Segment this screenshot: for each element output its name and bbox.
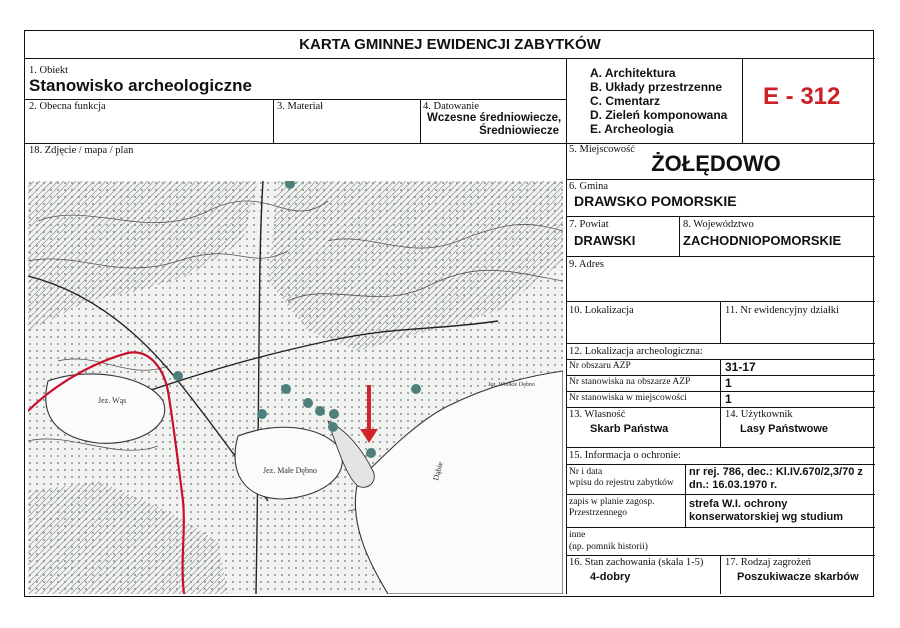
stan-label: 16. Stan zachowania (skala 1-5) xyxy=(569,557,704,568)
site-marker xyxy=(315,406,325,416)
divider xyxy=(566,447,875,448)
azp-site-value: 1 xyxy=(725,376,732,390)
divider xyxy=(720,407,721,447)
rejestr-label-2: wpisu do rejestru zabytków xyxy=(569,478,674,488)
category-e: E. Archeologia xyxy=(590,122,674,136)
divider xyxy=(742,59,743,143)
divider xyxy=(566,343,875,344)
funkcja-label: 2. Obecna funkcja xyxy=(29,101,106,112)
inne-label-2: (np. pomnik historii) xyxy=(569,542,648,552)
site-marker xyxy=(329,409,339,419)
lake-left-label: Jez. Wąs xyxy=(98,396,127,405)
category-b: B. Układy przestrzenne xyxy=(590,80,723,94)
dabie-label: Dąbie xyxy=(431,460,445,482)
lake-small-label: Jez. Małe Dębno xyxy=(263,466,317,475)
divider xyxy=(566,527,875,528)
lake-large-label: Jez. Wielkie Dębno xyxy=(488,382,535,388)
azp-site-label: Nr stanowiska na obszarze AZP xyxy=(569,377,691,387)
site-marker xyxy=(411,384,421,394)
lok-arch-label: 12. Lokalizacja archeologiczna: xyxy=(569,346,703,357)
divider xyxy=(720,359,721,407)
category-c: C. Cmentarz xyxy=(590,94,661,108)
divider xyxy=(720,301,721,343)
category-d: D. Zieleń komponowana xyxy=(590,108,728,122)
obiekt-label: 1. Obiekt xyxy=(29,65,69,76)
site-marker xyxy=(281,384,291,394)
site-marker xyxy=(366,448,376,458)
wojewodztwo-value: ZACHODNIOPOMORSKIE xyxy=(683,233,842,248)
plan-value-2: konserwatorskiej wg studium xyxy=(689,511,844,523)
site-map xyxy=(28,181,563,594)
town-site-label: Nr stanowiska w miejscowości xyxy=(569,393,687,403)
site-marker xyxy=(257,409,267,419)
powiat-value: DRAWSKI xyxy=(574,233,636,248)
zdjecie-label: 18. Zdjęcie / mapa / plan xyxy=(29,145,134,156)
site-marker xyxy=(173,371,183,381)
record-card xyxy=(24,30,874,597)
azp-area-value: 31-17 xyxy=(725,360,756,374)
divider xyxy=(566,216,875,217)
divider xyxy=(685,464,686,527)
card-title: KARTA GMINNEJ EWIDENCJI ZABYTKÓW xyxy=(25,31,875,59)
town-site-value: 1 xyxy=(725,392,732,406)
gmina-label: 6. Gmina xyxy=(569,181,609,192)
plan-label-1: zapis w planie zagosp. xyxy=(569,497,655,507)
obiekt-value: Stanowisko archeologiczne xyxy=(29,76,252,95)
material-label: 3. Materiał xyxy=(277,101,324,112)
rejestr-value-1: nr rej. 786, dec.: Kl.IV.670/2,3/70 z xyxy=(689,466,863,478)
divider xyxy=(273,99,274,143)
stan-value: 4-dobry xyxy=(590,571,631,583)
gmina-value: DRAWSKO POMORSKIE xyxy=(574,193,737,209)
datowanie-value-2: Średniowiecze xyxy=(479,125,559,137)
powiat-label: 7. Powiat xyxy=(569,219,609,230)
zagrozenie-label: 17. Rodzaj zagrożeń xyxy=(725,557,812,568)
plan-label-2: Przestrzennego xyxy=(569,508,628,518)
divider xyxy=(679,216,680,256)
azp-area-label: Nr obszaru AZP xyxy=(569,361,631,371)
lokalizacja-label: 10. Lokalizacja xyxy=(569,305,634,316)
divider xyxy=(566,464,875,465)
uzytkownik-value: Lasy Państwowe xyxy=(740,423,829,435)
wojewodztwo-label: 8. Województwo xyxy=(683,219,754,230)
rejestr-value-2: dn.: 16.03.1970 r. xyxy=(689,479,778,491)
datowanie-label: 4. Datowanie xyxy=(423,101,479,112)
divider xyxy=(566,256,875,257)
site-marker xyxy=(303,398,313,408)
adres-label: 9. Adres xyxy=(569,259,604,270)
divider xyxy=(720,555,721,594)
divider xyxy=(566,494,875,495)
uzytkownik-label: 14. Użytkownik xyxy=(725,409,793,420)
divider xyxy=(420,99,421,143)
inne-label-1: inne xyxy=(569,530,586,540)
datowanie-value-1: Wczesne średniowiecze, xyxy=(427,112,562,124)
topographic-map xyxy=(28,181,563,594)
ochrona-label: 15. Informacja o ochronie: xyxy=(569,450,681,461)
nr-dzialki-label: 11. Nr ewidencyjny działki xyxy=(725,305,839,316)
site-marker xyxy=(328,422,338,432)
rejestr-label-1: Nr i data xyxy=(569,467,603,477)
divider xyxy=(566,59,567,594)
divider xyxy=(25,99,566,100)
wlasnosc-label: 13. Własność xyxy=(569,409,626,420)
plan-value-1: strefa W.I. ochrony xyxy=(689,498,788,510)
wlasnosc-value: Skarb Państwa xyxy=(590,423,669,435)
zagrozenie-value: Poszukiwacze skarbów xyxy=(737,571,859,583)
category-a: A. Architektura xyxy=(590,66,676,80)
divider xyxy=(566,179,875,180)
divider xyxy=(25,143,566,144)
miejscowosc-label: 5. Miejscowość xyxy=(569,144,635,155)
miejscowosc-value: ŻOŁĘDOWO xyxy=(651,151,781,176)
register-code: E - 312 xyxy=(763,83,841,110)
